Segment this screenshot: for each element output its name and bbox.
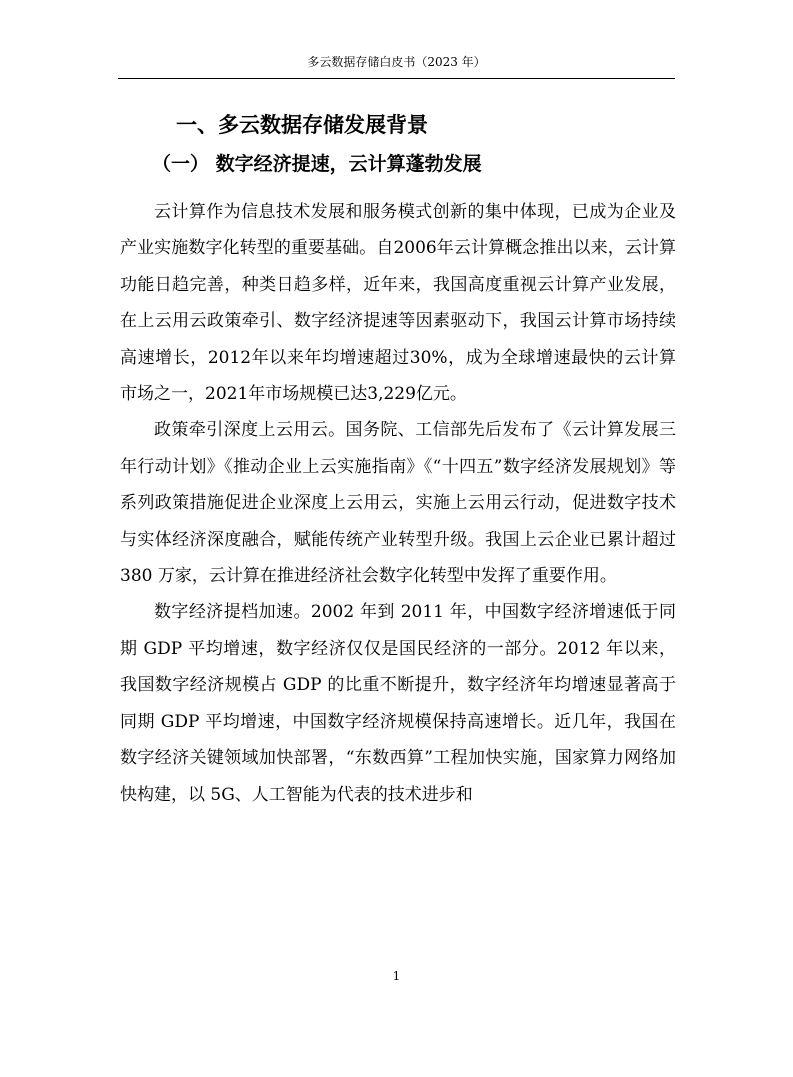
body-text bbox=[120, 194, 676, 813]
section-heading: 一、多云数据存储发展背景 bbox=[176, 113, 428, 137]
header-divider bbox=[118, 78, 675, 79]
running-header: 多云数据存储白皮书（2023 年） bbox=[307, 55, 486, 69]
subsection-heading: （一） 数字经济提速，云计算蓬勃发展 bbox=[152, 153, 482, 175]
paragraph-digital-economy: 数字经济提档加速。2002 年到 2011 年，中国数字经济增速低于同期 GDP 平均增速，数字经济仅仅是国民经济的一部分。2012 年以来，我国数字经济规模占 GDP 的比重不断提升，数字经济年均增速显著高于同期 GDP 平均增速，中国数字经济规模保持高速增长。近几年，我国在数字经济关键领域加快部署，“东数西算”工程加快实施，国家算力网络加快构建，以 5G、人工智能为代表的技术进步和 bbox=[120, 602, 676, 805]
page-number: 1 bbox=[392, 969, 401, 983]
paragraph-policy: 政策牵引深度上云用云。国务院、工信部先后发布了《云计算发展三年行动计划》《推动企业上云实施指南》《“十四五”数字经济发展规划》等系列政策措施促进企业深度上云用云，实施上云用云行动，促进数字技术与实体经济深度融合，赋能传统产业转型升级。我国上云企业已累计超过 380 万家，云计算在推进经济社会数字化转型中发挥了重要作用。 bbox=[120, 420, 676, 587]
paragraph-cloud-computing: 云计算作为信息技术发展和服务模式创新的集中体现，已成为企业及产业实施数字化转型的重要基础。自2006年云计算概念推出以来，云计算功能日趋完善，种类日趋多样，近年来，我国高度重视云计算产业发展，在上云用云政策牵引、数字经济提速等因素驱动下，我国云计算市场持续高速增长，2012年以来年均增速超过30%，成为全球增速最快的云计算市场之一，2021年市场规模已达3,229亿元。 bbox=[120, 202, 676, 405]
